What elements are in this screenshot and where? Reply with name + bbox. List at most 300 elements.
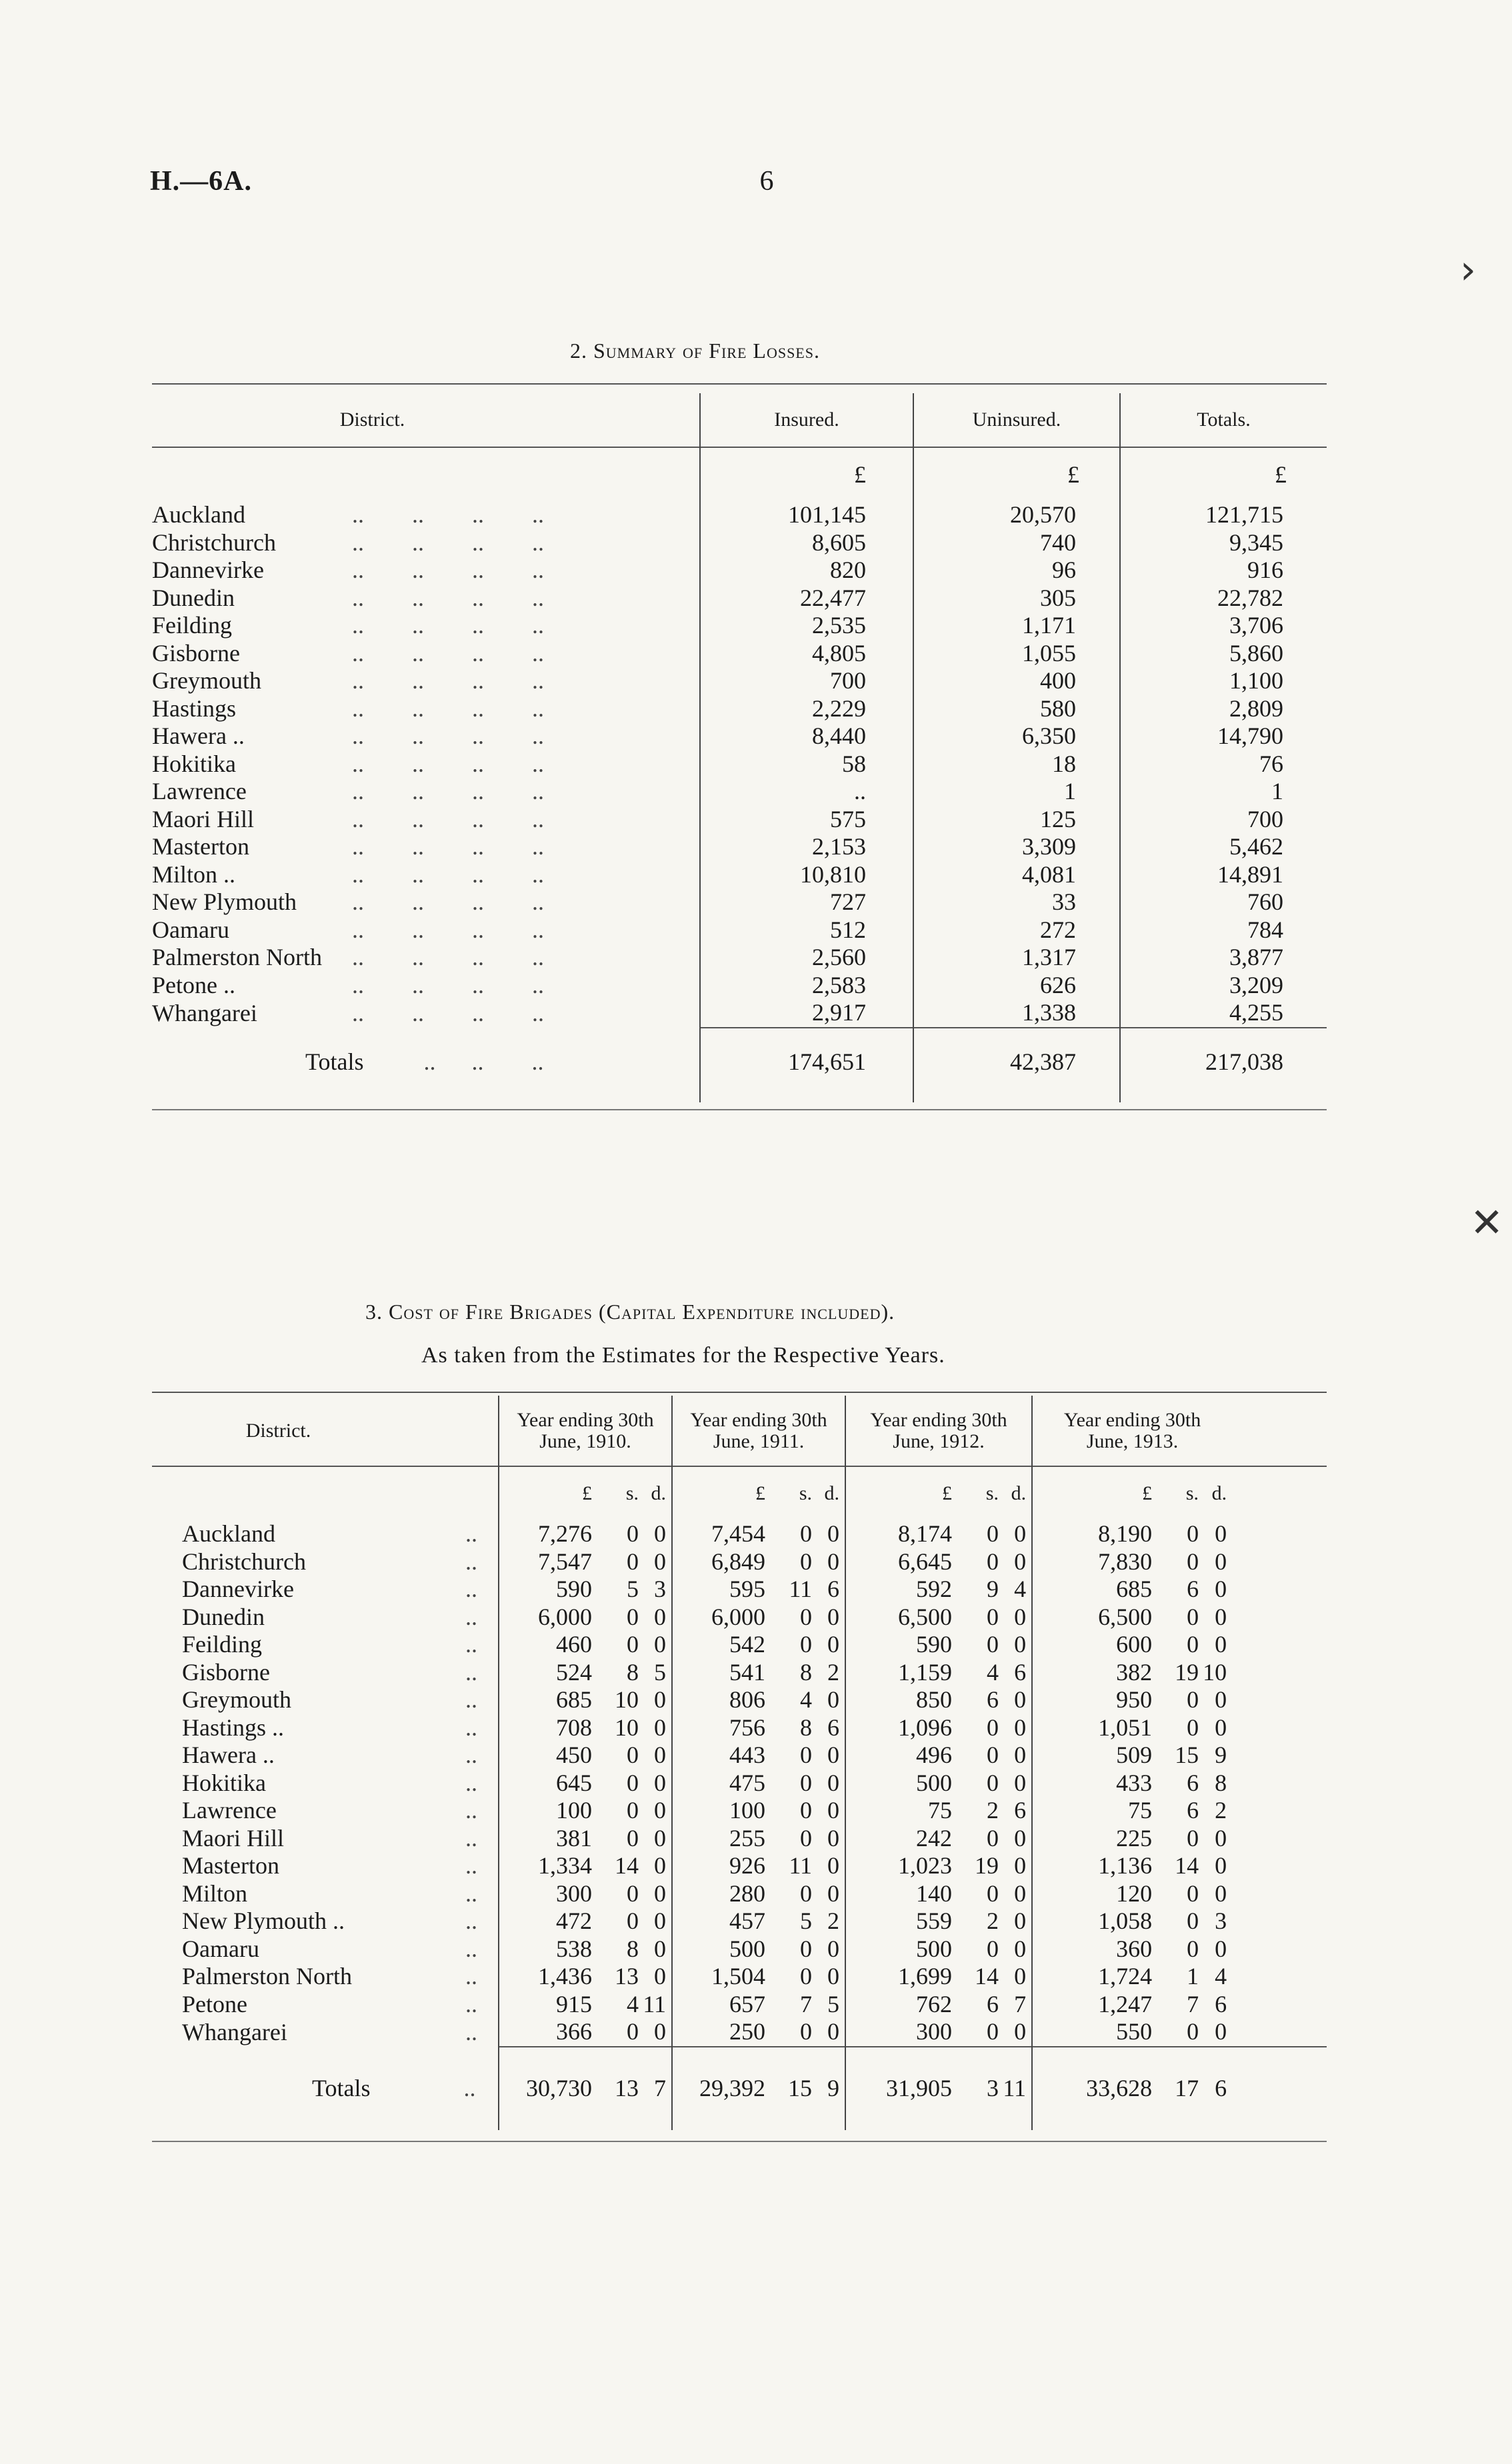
cell-insured: 22,477 xyxy=(700,585,913,613)
shillings-cell: 0 xyxy=(627,1603,639,1630)
pounds-cell: 457 xyxy=(672,1907,779,1935)
pounds-cell: 75 xyxy=(845,1797,965,1825)
unit-label: s. xyxy=(605,1466,639,1520)
pounds-cell: 7,276 xyxy=(499,1520,605,1548)
pence-cell: 4 xyxy=(1215,1963,1227,1989)
pounds-cell: 300 xyxy=(499,1880,605,1908)
district-cell xyxy=(152,916,700,944)
district-name: Milton xyxy=(182,1879,248,1907)
pounds-cell: 300 xyxy=(845,2018,965,2047)
pence-cell: 2 xyxy=(1215,1797,1227,1824)
unit-label: s. xyxy=(965,1466,999,1520)
shillings-cell: 8 xyxy=(800,1714,813,1741)
shillings-cell: 0 xyxy=(800,1963,813,1989)
shillings-cell: 0 xyxy=(800,1548,813,1575)
district-cell xyxy=(152,640,700,668)
shillings-cell: 7 xyxy=(1187,1990,1199,2017)
cell-totals: 9,345 xyxy=(1120,529,1327,557)
district-cell xyxy=(152,778,700,806)
pounds-cell: 382 xyxy=(1032,1659,1165,1687)
pence-cell: 0 xyxy=(654,1548,667,1575)
district-name: Christchurch xyxy=(152,529,276,556)
table-row xyxy=(152,972,1327,1000)
district-name: Oamaru xyxy=(152,916,229,943)
shillings-cell: 0 xyxy=(627,1631,639,1658)
pounds-cell: 100 xyxy=(672,1797,779,1825)
pence-cell: 11 xyxy=(1003,2075,1027,2101)
cell-uninsured: 96 xyxy=(913,557,1120,585)
table-row xyxy=(152,861,1327,889)
shillings-cell: 0 xyxy=(800,1824,813,1851)
table-row xyxy=(152,1825,1327,1853)
pence-cell: 0 xyxy=(1014,1520,1027,1547)
leader-dots: .. xyxy=(465,1824,477,1851)
cell-insured: 101,145 xyxy=(700,501,913,529)
cell-totals: 1 xyxy=(1120,778,1327,806)
table-row xyxy=(152,833,1327,861)
district-name: Lawrence xyxy=(182,1797,277,1824)
margin-mark-icon: ✕ xyxy=(1470,1200,1504,1246)
pence-cell: 0 xyxy=(654,1963,667,1989)
pence-cell: 2 xyxy=(827,1907,840,1934)
pence-cell: 0 xyxy=(1215,1686,1227,1713)
shillings-cell: 0 xyxy=(987,1824,999,1851)
pounds-cell: 806 xyxy=(672,1686,779,1714)
shillings-cell: 0 xyxy=(800,1879,813,1907)
shillings-cell: 0 xyxy=(800,1797,813,1824)
district-name: Whangarei xyxy=(152,999,257,1026)
shillings-cell: 0 xyxy=(627,1824,639,1851)
pounds-cell: 6,000 xyxy=(672,1604,779,1632)
shillings-cell: 0 xyxy=(800,1769,813,1796)
cell-uninsured: 626 xyxy=(913,972,1120,1000)
table-row xyxy=(152,585,1327,613)
district-name: Hastings xyxy=(152,694,236,722)
pounds-cell: 7,547 xyxy=(499,1548,605,1576)
district-name: Masterton xyxy=(182,1852,279,1879)
table-row xyxy=(152,529,1327,557)
unit-label: £ xyxy=(672,1466,779,1520)
table-row xyxy=(152,1935,1327,1963)
table-row xyxy=(152,1604,1327,1632)
pounds-cell: 30,730 xyxy=(499,2075,605,2103)
table-row xyxy=(152,916,1327,944)
pounds-cell: 524 xyxy=(499,1659,605,1687)
table-row xyxy=(152,888,1327,916)
column-header-year-1910: Year ending 30th June, 1910. xyxy=(499,1396,672,1466)
unit-label: d. xyxy=(812,1466,845,1520)
pounds-cell: 592 xyxy=(845,1576,965,1604)
table-bottom-rule xyxy=(152,1109,1327,1110)
leader-dots: .. xyxy=(465,1548,477,1575)
district-name: Dannevirke xyxy=(152,557,264,583)
shillings-cell: 0 xyxy=(627,1742,639,1768)
district-name: Palmerston North xyxy=(152,944,322,970)
pence-cell: 0 xyxy=(1215,1824,1227,1851)
shillings-cell: 0 xyxy=(1187,2018,1199,2045)
shillings-cell: 0 xyxy=(987,1769,999,1796)
district-name: Feilding xyxy=(152,612,233,638)
currency-label: £ xyxy=(1120,447,1327,501)
shillings-cell: 0 xyxy=(1187,1879,1199,1907)
shillings-cell: 5 xyxy=(800,1907,813,1934)
shillings-cell: 0 xyxy=(987,2018,999,2045)
leader-dots: .. .. .. .. xyxy=(352,860,544,888)
unit-label: d. xyxy=(999,1466,1032,1520)
cell-totals: 5,462 xyxy=(1120,833,1327,861)
shillings-cell: 11 xyxy=(789,1852,813,1879)
shillings-cell: 3 xyxy=(987,2075,999,2101)
cell-uninsured: 6,350 xyxy=(913,722,1120,750)
pounds-cell: 542 xyxy=(672,1631,779,1659)
column-header-totals: Totals. xyxy=(1120,393,1327,447)
pounds-cell: 33,628 xyxy=(1032,2075,1165,2103)
pence-cell: 0 xyxy=(827,1603,840,1630)
pounds-cell: 645 xyxy=(499,1770,605,1798)
pence-cell: 0 xyxy=(654,1769,667,1796)
district-name: Gisborne xyxy=(152,639,240,666)
district-cell xyxy=(152,833,700,861)
pounds-cell: 1,504 xyxy=(672,1963,779,1991)
leader-dots: .. xyxy=(465,1990,477,2017)
district-cell xyxy=(152,1907,499,1935)
pence-cell: 0 xyxy=(827,1686,840,1713)
pounds-cell: 756 xyxy=(672,1714,779,1742)
pounds-cell: 1,051 xyxy=(1032,1714,1165,1742)
district-name: Hokitika xyxy=(152,750,236,777)
pounds-cell: 475 xyxy=(672,1770,779,1798)
column-header-year-1912: Year ending 30th June, 1912. xyxy=(845,1396,1032,1466)
leader-dots: .. xyxy=(465,1576,477,1602)
district-cell xyxy=(152,1742,499,1770)
district-cell xyxy=(152,1659,499,1687)
cell-insured: 10,810 xyxy=(700,861,913,889)
shillings-cell: 6 xyxy=(1187,1797,1199,1824)
pence-cell: 0 xyxy=(827,1852,840,1879)
pounds-cell: 381 xyxy=(499,1825,605,1853)
pounds-cell: 500 xyxy=(845,1770,965,1798)
leader-dots: .. xyxy=(465,1907,477,1934)
cell-totals: 14,790 xyxy=(1120,722,1327,750)
shillings-cell: 0 xyxy=(987,1879,999,1907)
shillings-cell: 0 xyxy=(800,1935,813,1962)
pounds-cell: 559 xyxy=(845,1907,965,1935)
district-name: Petone .. xyxy=(152,971,235,998)
pounds-cell: 926 xyxy=(672,1852,779,1880)
pounds-cell: 708 xyxy=(499,1714,605,1742)
table-row xyxy=(152,1797,1327,1825)
district-cell xyxy=(152,1604,499,1632)
leader-dots: .. xyxy=(465,1935,477,1962)
pounds-cell: 242 xyxy=(845,1825,965,1853)
district-cell xyxy=(152,861,700,889)
pounds-cell: 590 xyxy=(499,1576,605,1604)
shillings-cell: 0 xyxy=(987,1603,999,1630)
shillings-cell: 17 xyxy=(1175,2075,1199,2101)
shillings-cell: 0 xyxy=(1187,1935,1199,1962)
leader-dots: .. xyxy=(465,1879,477,1907)
totals-uninsured: 42,387 xyxy=(913,1048,1120,1076)
pence-cell: 0 xyxy=(827,1824,840,1851)
leader-dots: .. xyxy=(465,1658,477,1686)
district-name: Lawrence xyxy=(152,778,247,804)
district-name: Maori Hill xyxy=(152,805,254,832)
district-cell xyxy=(152,1797,499,1825)
pence-cell: 0 xyxy=(1215,2018,1227,2045)
shillings-cell: 11 xyxy=(789,1576,813,1602)
shillings-cell: 0 xyxy=(800,1603,813,1630)
shillings-cell: 0 xyxy=(1187,1603,1199,1630)
leader-dots: .. .. .. .. xyxy=(352,529,544,556)
pounds-cell: 225 xyxy=(1032,1825,1165,1853)
district-cell xyxy=(152,585,700,613)
pounds-cell: 100 xyxy=(499,1797,605,1825)
pence-cell: 2 xyxy=(827,1658,840,1686)
shillings-cell: 0 xyxy=(627,2018,639,2045)
shillings-cell: 0 xyxy=(1187,1631,1199,1658)
pence-cell: 7 xyxy=(1014,1990,1027,2017)
pounds-cell: 1,699 xyxy=(845,1963,965,1991)
pence-cell: 0 xyxy=(654,1824,667,1851)
district-cell xyxy=(152,1686,499,1714)
cell-totals: 700 xyxy=(1120,806,1327,834)
pounds-cell: 8,174 xyxy=(845,1520,965,1548)
district-name: Dunedin xyxy=(152,584,235,611)
cell-totals: 3,877 xyxy=(1120,944,1327,972)
district-cell xyxy=(152,1825,499,1853)
cell-totals: 1,100 xyxy=(1120,667,1327,695)
shillings-cell: 0 xyxy=(627,1879,639,1907)
column-header-uninsured: Uninsured. xyxy=(913,393,1120,447)
cell-uninsured: 1,171 xyxy=(913,612,1120,640)
pence-cell: 0 xyxy=(1215,1714,1227,1741)
district-name: New Plymouth xyxy=(152,888,297,915)
pounds-cell: 460 xyxy=(499,1631,605,1659)
leader-dots: .. xyxy=(465,1686,477,1713)
pence-cell: 0 xyxy=(1014,1686,1027,1713)
district-cell xyxy=(152,1880,499,1908)
unit-label: £ xyxy=(845,1466,965,1520)
table-row xyxy=(152,1852,1327,1880)
district-cell xyxy=(152,1576,499,1604)
table-row xyxy=(152,1742,1327,1770)
shillings-cell: 0 xyxy=(800,1631,813,1658)
district-name: Oamaru xyxy=(182,1935,259,1962)
pounds-cell: 8,190 xyxy=(1032,1520,1165,1548)
shillings-cell: 8 xyxy=(627,1658,639,1686)
cell-totals: 3,706 xyxy=(1120,612,1327,640)
unit-label: £ xyxy=(499,1466,605,1520)
pounds-cell: 366 xyxy=(499,2018,605,2047)
pounds-cell: 1,247 xyxy=(1032,1991,1165,2019)
leader-dots: .. xyxy=(465,1797,477,1824)
pence-cell: 0 xyxy=(1215,1603,1227,1630)
cell-uninsured: 18 xyxy=(913,750,1120,778)
pence-cell: 0 xyxy=(1014,1714,1027,1741)
pounds-cell: 496 xyxy=(845,1742,965,1770)
leader-dots: .. xyxy=(465,1769,477,1796)
leader-dots: .. xyxy=(465,1963,477,1989)
pounds-cell: 433 xyxy=(1032,1770,1165,1798)
district-cell xyxy=(152,1991,499,2019)
table-row xyxy=(152,999,1327,1028)
shillings-cell: 4 xyxy=(800,1686,813,1713)
pence-cell: 0 xyxy=(1014,1852,1027,1879)
pence-cell: 0 xyxy=(1014,1907,1027,1934)
pence-cell: 0 xyxy=(1215,1548,1227,1575)
cell-uninsured: 1 xyxy=(913,778,1120,806)
pence-cell: 3 xyxy=(654,1576,667,1602)
pence-cell: 6 xyxy=(827,1714,840,1741)
table-row xyxy=(152,1907,1327,1935)
shillings-cell: 0 xyxy=(627,1548,639,1575)
pence-cell: 0 xyxy=(654,2018,667,2045)
pounds-cell: 250 xyxy=(672,2018,779,2047)
leader-dots: .. xyxy=(465,2018,477,2045)
leader-dots: .. .. .. .. xyxy=(352,722,544,749)
fire-losses-title: 2. Summary of Fire Losses. xyxy=(570,339,820,363)
district-cell xyxy=(152,1935,499,1963)
shillings-cell: 0 xyxy=(987,1520,999,1547)
district-cell xyxy=(152,501,700,529)
table-row xyxy=(152,1576,1327,1604)
pence-cell: 0 xyxy=(1215,1879,1227,1907)
cell-insured: 2,583 xyxy=(700,972,913,1000)
pence-cell: 0 xyxy=(827,1769,840,1796)
pounds-cell: 500 xyxy=(672,1935,779,1963)
shillings-cell: 0 xyxy=(800,1742,813,1768)
pence-cell: 0 xyxy=(1215,1935,1227,1962)
shillings-cell: 8 xyxy=(800,1658,813,1686)
cell-uninsured: 125 xyxy=(913,806,1120,834)
cell-totals: 76 xyxy=(1120,750,1327,778)
district-name: Whangarei xyxy=(182,2018,287,2045)
unit-label: d. xyxy=(1199,1466,1232,1520)
totals-label: Totals xyxy=(305,1048,364,1075)
district-cell xyxy=(152,722,700,750)
leader-dots: .. .. .. .. xyxy=(352,612,544,638)
shillings-cell: 2 xyxy=(987,1797,999,1824)
pounds-cell: 762 xyxy=(845,1991,965,2019)
cell-insured: 2,917 xyxy=(700,999,913,1028)
table-row xyxy=(152,1770,1327,1798)
leader-dots: .. xyxy=(465,1520,477,1547)
leader-dots: .. .. .. .. xyxy=(352,639,544,666)
pounds-cell: 850 xyxy=(845,1686,965,1714)
district-name: Gisborne xyxy=(182,1658,270,1686)
page-number: 6 xyxy=(759,166,774,197)
pence-cell: 0 xyxy=(827,1520,840,1547)
pounds-cell: 140 xyxy=(845,1880,965,1908)
district-cell xyxy=(152,944,700,972)
shillings-cell: 19 xyxy=(1175,1658,1199,1686)
cell-totals: 14,891 xyxy=(1120,861,1327,889)
cell-uninsured: 33 xyxy=(913,888,1120,916)
leader-dots: .. xyxy=(465,1852,477,1879)
district-cell xyxy=(152,529,700,557)
district-cell xyxy=(152,972,700,1000)
shillings-cell: 0 xyxy=(1187,1686,1199,1713)
currency-label: £ xyxy=(913,447,1120,501)
table-bottom-rule xyxy=(152,2141,1327,2142)
pounds-cell: 75 xyxy=(1032,1797,1165,1825)
shillings-cell: 2 xyxy=(987,1907,999,1934)
cell-insured: 8,440 xyxy=(700,722,913,750)
unit-label: s. xyxy=(779,1466,812,1520)
pounds-cell: 1,159 xyxy=(845,1659,965,1687)
cell-uninsured: 1,338 xyxy=(913,999,1120,1028)
table-row xyxy=(152,1520,1327,1548)
pounds-cell: 360 xyxy=(1032,1935,1165,1963)
pounds-cell: 255 xyxy=(672,1825,779,1853)
table-row xyxy=(152,1631,1327,1659)
district-cell xyxy=(152,667,700,695)
pounds-cell: 6,500 xyxy=(845,1604,965,1632)
cell-insured: 2,153 xyxy=(700,833,913,861)
leader-dots: .. .. .. .. xyxy=(352,778,544,804)
shillings-cell: 0 xyxy=(987,1548,999,1575)
district-name: Hastings .. xyxy=(182,1714,284,1741)
pounds-cell: 29,392 xyxy=(672,2075,779,2103)
district-cell xyxy=(152,1852,499,1880)
pence-cell: 0 xyxy=(654,1797,667,1824)
shillings-cell: 9 xyxy=(987,1576,999,1602)
shillings-cell: 0 xyxy=(800,1520,813,1547)
pounds-cell: 6,645 xyxy=(845,1548,965,1576)
pence-cell: 6 xyxy=(1014,1797,1027,1824)
pounds-cell: 1,724 xyxy=(1032,1963,1165,1991)
table-row xyxy=(152,806,1327,834)
pence-cell: 11 xyxy=(643,1990,667,2017)
cell-totals: 4,255 xyxy=(1120,999,1327,1028)
leader-dots: .. .. .. .. xyxy=(352,944,544,970)
fire-losses-table xyxy=(152,393,1327,1102)
leader-dots: .. xyxy=(465,1631,477,1658)
shillings-cell: 14 xyxy=(1175,1852,1199,1879)
district-cell xyxy=(152,999,700,1028)
pence-cell: 0 xyxy=(827,1879,840,1907)
pence-cell: 0 xyxy=(1014,1603,1027,1630)
cell-insured: 512 xyxy=(700,916,913,944)
pence-cell: 0 xyxy=(827,1548,840,1575)
district-cell xyxy=(152,1548,499,1576)
pence-cell: 0 xyxy=(1014,1769,1027,1796)
pounds-cell: 600 xyxy=(1032,1631,1165,1659)
leader-dots: .. .. .. .. xyxy=(352,557,544,583)
leader-dots: .. .. .. .. xyxy=(352,584,544,611)
pounds-cell: 550 xyxy=(1032,2018,1165,2047)
pence-cell: 0 xyxy=(654,1520,667,1547)
cell-uninsured: 272 xyxy=(913,916,1120,944)
pence-cell: 0 xyxy=(1014,2018,1027,2045)
shillings-cell: 0 xyxy=(627,1769,639,1796)
district-cell xyxy=(152,806,700,834)
pounds-cell: 915 xyxy=(499,1991,605,2019)
pence-cell: 6 xyxy=(1215,1990,1227,2017)
cell-uninsured: 740 xyxy=(913,529,1120,557)
cell-totals: 22,782 xyxy=(1120,585,1327,613)
shillings-cell: 14 xyxy=(615,1852,639,1879)
cell-uninsured: 580 xyxy=(913,695,1120,723)
leader-dots: .. xyxy=(465,1603,477,1630)
table-row xyxy=(152,695,1327,723)
pence-cell: 0 xyxy=(827,1742,840,1768)
pounds-cell: 500 xyxy=(845,1935,965,1963)
leader-dots: .. .. .. .. xyxy=(352,805,544,832)
pence-cell: 0 xyxy=(654,1631,667,1658)
currency-label: £ xyxy=(700,447,913,501)
pounds-cell: 1,136 xyxy=(1032,1852,1165,1880)
